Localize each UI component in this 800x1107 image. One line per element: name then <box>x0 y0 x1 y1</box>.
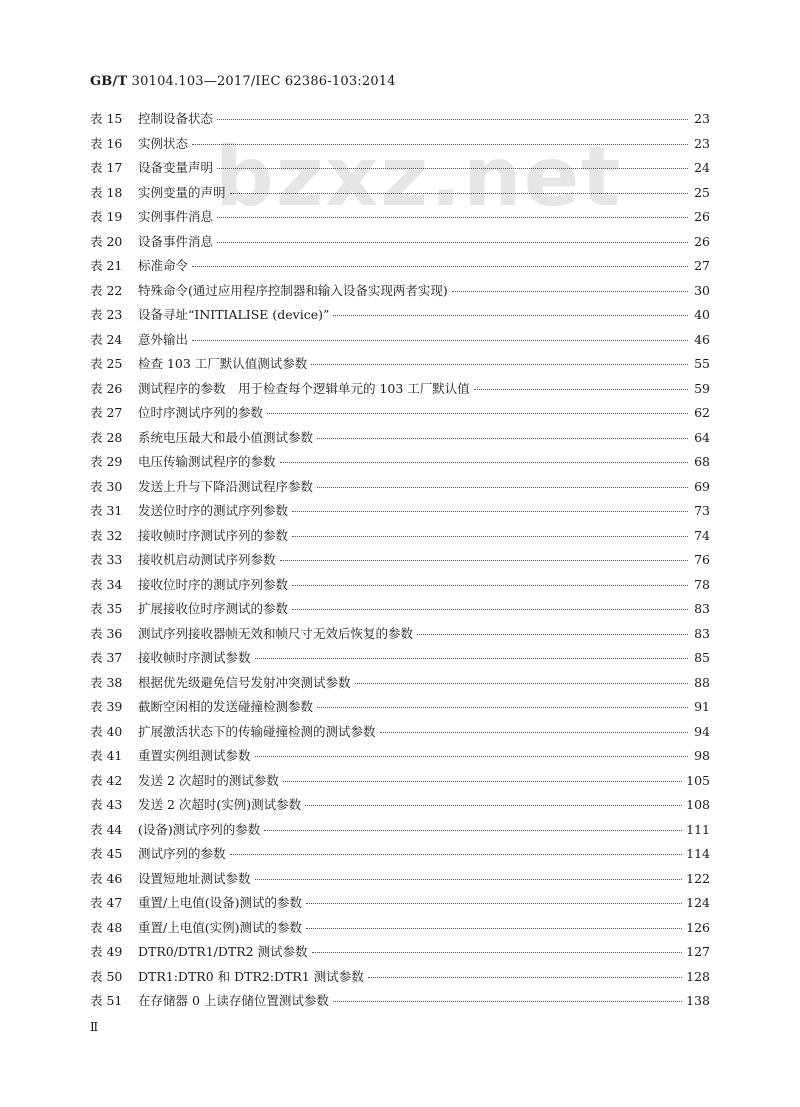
standard-code: GB/T <box>90 74 128 89</box>
toc-entry-number: 表 15 <box>90 111 123 126</box>
dot-leader <box>192 340 688 341</box>
toc-entry-title: 设备寻址“INITIALISE (device)” <box>138 307 330 322</box>
toc-entry-title: 意外输出 <box>138 331 189 347</box>
toc-entry-page: 59 <box>694 380 710 396</box>
toc-entry-number: 表 34 <box>90 576 123 592</box>
toc-entry[interactable] <box>90 134 710 159</box>
toc-entry-page: 88 <box>694 674 710 690</box>
toc-entry[interactable] <box>90 575 710 600</box>
toc-entry-number: 表 26 <box>90 380 123 396</box>
toc-entry[interactable] <box>90 354 710 379</box>
dot-leader <box>255 756 688 757</box>
toc-entry-page: 30 <box>694 282 710 298</box>
dot-leader <box>192 144 688 145</box>
toc-entry-number: 表 42 <box>90 772 123 788</box>
page-header <box>90 74 396 89</box>
toc-entry-number: 表 19 <box>90 209 123 224</box>
toc-entry-page: 114 <box>686 846 710 861</box>
toc-entry[interactable] <box>90 648 710 673</box>
toc-entry-number: 表 50 <box>90 968 123 984</box>
toc-entry[interactable] <box>90 624 710 649</box>
toc-entry-page: 98 <box>694 748 710 763</box>
toc-entry-number: 表 38 <box>90 674 123 690</box>
toc-entry-title: 实例事件消息 <box>138 209 214 224</box>
toc-entry-title: 测试序列接收器帧无效和帧尺寸无效后恢复的参数 <box>138 625 414 641</box>
toc-entry[interactable] <box>90 869 710 894</box>
toc-entry-page: 24 <box>694 160 710 175</box>
toc-entry-title: 扩展接收位时序测试的参数 <box>138 601 289 616</box>
toc-entry-title: 位时序测试序列的参数 <box>138 405 264 420</box>
toc-entry-page: 83 <box>694 625 710 641</box>
dot-leader <box>317 487 688 488</box>
toc-entry[interactable] <box>90 232 710 257</box>
dot-leader <box>230 854 683 855</box>
toc-entry-number: 表 16 <box>90 135 123 151</box>
toc-entry-title: 标准命令 <box>138 258 189 273</box>
toc-entry-page: 26 <box>694 233 710 249</box>
toc-entry-page: 91 <box>694 699 710 714</box>
dot-leader <box>264 830 682 831</box>
dot-leader <box>267 413 688 414</box>
toc-entry-title: 设备事件消息 <box>138 233 214 249</box>
toc-entry-page: 111 <box>686 821 710 837</box>
toc-entry-page: 25 <box>694 184 710 200</box>
toc-entry-number: 表 49 <box>90 944 123 959</box>
toc-entry-title: 系统电压最大和最小值测试参数 <box>138 429 314 445</box>
toc-entry-title: 实例变量的声明 <box>138 184 226 200</box>
toc-entry[interactable] <box>90 673 710 698</box>
dot-leader <box>312 952 683 953</box>
dot-leader <box>333 1001 682 1002</box>
toc-entry-number: 表 32 <box>90 527 123 543</box>
toc-entry-title: 接收帧时序测试序列的参数 <box>138 527 289 543</box>
toc-entry-title: 电压传输测试程序的参数 <box>138 454 276 469</box>
toc-entry-number: 表 24 <box>90 331 123 347</box>
dot-leader <box>280 462 688 463</box>
toc-entry[interactable] <box>90 893 710 918</box>
toc-entry-title: 在存储器 0 上读存储位置测试参数 <box>138 993 329 1008</box>
toc-entry-number: 表 30 <box>90 478 123 494</box>
toc-entry[interactable] <box>90 256 710 281</box>
toc-entry-number: 表 22 <box>90 282 123 298</box>
dot-leader <box>417 634 688 635</box>
toc-entry-page: 40 <box>694 307 710 322</box>
dot-leader <box>255 879 683 880</box>
toc-entry-number: 表 47 <box>90 895 123 910</box>
toc-entry[interactable] <box>90 330 710 355</box>
toc-entry-number: 表 44 <box>90 821 123 837</box>
toc-entry-number: 表 29 <box>90 454 123 469</box>
dot-leader <box>217 168 688 169</box>
toc-entry-page: 73 <box>694 503 710 518</box>
toc-entry-title: 实例状态 <box>138 135 189 151</box>
toc-entry-number: 表 25 <box>90 356 123 371</box>
toc-entry-number: 表 41 <box>90 748 123 763</box>
toc-entry-number: 表 31 <box>90 503 123 518</box>
toc-entry-page: 62 <box>694 405 710 420</box>
toc-entry[interactable] <box>90 918 710 943</box>
toc-entry-number: 表 17 <box>90 160 123 175</box>
toc-entry[interactable] <box>90 379 710 404</box>
dot-leader <box>292 536 688 537</box>
toc-entry-title: 重置/上电值(设备)测试的参数 <box>138 895 302 910</box>
toc-entry-title: 测试程序的参数 用于检查每个逻辑单元的 103 工厂默认值 <box>138 380 470 396</box>
dot-leader <box>317 707 688 708</box>
toc-entry-page: 74 <box>694 527 710 543</box>
toc-entry-title: 设备变量声明 <box>138 160 214 175</box>
toc-entry[interactable] <box>90 599 710 624</box>
toc-entry-number: 表 48 <box>90 919 123 935</box>
dot-leader <box>305 805 682 806</box>
toc-entry[interactable] <box>90 771 710 796</box>
toc-entry-title: 测试序列的参数 <box>138 846 226 861</box>
toc-entry-title: 设置短地址测试参数 <box>138 870 251 886</box>
toc-entry-page: 68 <box>694 454 710 469</box>
toc-entry-title: 发送上升与下降沿测试程序参数 <box>138 478 314 494</box>
dot-leader <box>368 977 682 978</box>
dot-leader <box>317 438 688 439</box>
toc-entry-title: 检查 103 工厂默认值测试参数 <box>138 356 308 371</box>
toc-entry-number: 表 20 <box>90 233 123 249</box>
toc-entry[interactable] <box>90 526 710 551</box>
toc-entry-number: 表 35 <box>90 601 123 616</box>
toc-entry-page: 64 <box>694 429 710 445</box>
toc-entry-number: 表 21 <box>90 258 123 273</box>
toc-entry-page: 78 <box>694 576 710 592</box>
standard-number: 30104.103—2017/IEC 62386-103:2014 <box>131 74 396 89</box>
dot-leader <box>217 217 688 218</box>
toc-entry[interactable] <box>90 967 710 992</box>
toc-entry-number: 表 39 <box>90 699 123 714</box>
toc-entry[interactable] <box>90 477 710 502</box>
toc-entry-page: 23 <box>694 135 710 151</box>
toc-entry-page: 108 <box>686 797 710 812</box>
toc-entry-page: 85 <box>694 650 710 665</box>
toc-entry-title: 截断空闲相的发送碰撞检测参数 <box>138 699 314 714</box>
toc-entry[interactable] <box>90 403 710 428</box>
toc-entry[interactable] <box>90 844 710 869</box>
toc-entry[interactable] <box>90 722 710 747</box>
toc-entry-page: 46 <box>694 331 710 347</box>
toc-entry-page: 27 <box>694 258 710 273</box>
dot-leader <box>306 928 682 929</box>
dot-leader <box>280 560 688 561</box>
toc-entry[interactable] <box>90 158 710 183</box>
toc-entry-page: 23 <box>694 111 710 126</box>
dot-leader <box>283 781 682 782</box>
toc-entry[interactable] <box>90 795 710 820</box>
toc-entry[interactable] <box>90 550 710 575</box>
toc-entry-page: 69 <box>694 478 710 494</box>
toc-entry[interactable] <box>90 820 710 845</box>
toc-entry[interactable] <box>90 428 710 453</box>
toc-entry-title: 扩展激活状态下的传输碰撞检测的测试参数 <box>138 723 376 739</box>
dot-leader <box>333 315 688 316</box>
toc-entry[interactable] <box>90 942 710 967</box>
toc-entry-title: 根据优先级避免信号发射冲突测试参数 <box>138 674 351 690</box>
toc-entry-title: 发送 2 次超时(实例)测试参数 <box>138 797 302 812</box>
dot-leader <box>452 291 688 292</box>
dot-leader <box>292 609 688 610</box>
toc-entry-page: 55 <box>694 356 710 371</box>
toc-entry-page: 122 <box>686 870 710 886</box>
dot-leader <box>306 903 682 904</box>
toc-entry-page: 94 <box>694 723 710 739</box>
toc-entry-page: 76 <box>694 552 710 567</box>
dot-leader <box>230 193 688 194</box>
toc-entry-number: 表 18 <box>90 184 123 200</box>
toc-entry-title: DTR0/DTR1/DTR2 测试参数 <box>138 944 308 959</box>
toc-entry-title: 发送位时序的测试序列参数 <box>138 503 289 518</box>
watermark: bzxz.net <box>215 130 623 225</box>
toc-entry-title: 特殊命令(通过应用程序控制器和输入设备实现两者实现) <box>138 282 448 298</box>
toc-entry-number: 表 27 <box>90 405 123 420</box>
toc-entry-title: 重置实例组测试参数 <box>138 748 251 763</box>
toc-entry-number: 表 40 <box>90 723 123 739</box>
toc-entry-page: 26 <box>694 209 710 224</box>
toc-entry-number: 表 43 <box>90 797 123 812</box>
dot-leader <box>355 683 688 684</box>
toc-entry[interactable] <box>90 207 710 232</box>
toc-entry-page: 138 <box>686 993 710 1008</box>
toc-entry-page: 126 <box>686 919 710 935</box>
toc-entry-page: 105 <box>686 772 710 788</box>
dot-leader <box>474 389 688 390</box>
toc-entry[interactable] <box>90 452 710 477</box>
toc-entry-number: 表 51 <box>90 993 123 1008</box>
toc-entry[interactable] <box>90 501 710 526</box>
toc-entry-number: 表 45 <box>90 846 123 861</box>
toc-entry-page: 83 <box>694 601 710 616</box>
dot-leader <box>217 242 688 243</box>
dot-leader <box>255 658 688 659</box>
toc-entry-page: 128 <box>686 968 710 984</box>
toc-entry-title: 发送 2 次超时的测试参数 <box>138 772 279 788</box>
toc-entry-number: 表 37 <box>90 650 123 665</box>
toc-entry[interactable] <box>90 746 710 771</box>
dot-leader <box>292 511 688 512</box>
toc-entry[interactable] <box>90 109 710 134</box>
toc-entry-title: 控制设备状态 <box>138 111 214 126</box>
toc-entry-title: 接收帧时序测试参数 <box>138 650 251 665</box>
dot-leader <box>217 119 688 120</box>
dot-leader <box>380 732 688 733</box>
toc-entry[interactable] <box>90 183 710 208</box>
toc-entry[interactable] <box>90 305 710 330</box>
dot-leader <box>192 266 688 267</box>
table-list <box>90 109 710 1016</box>
toc-entry-number: 表 33 <box>90 552 123 567</box>
toc-entry-number: 表 46 <box>90 870 123 886</box>
toc-entry-number: 表 23 <box>90 307 123 322</box>
toc-entry-title: DTR1:DTR0 和 DTR2:DTR1 测试参数 <box>138 968 364 984</box>
toc-entry-title: (设备)测试序列的参数 <box>138 821 261 837</box>
toc-entry-title: 重置/上电值(实例)测试的参数 <box>138 919 302 935</box>
toc-entry-title: 接收位时序的测试序列参数 <box>138 576 289 592</box>
dot-leader <box>311 364 688 365</box>
toc-entry-number: 表 36 <box>90 625 123 641</box>
dot-leader <box>292 585 688 586</box>
toc-entry-title: 接收机启动测试序列参数 <box>138 552 276 567</box>
toc-entry-page: 127 <box>686 944 710 959</box>
page-number: Ⅱ <box>90 1020 99 1034</box>
toc-entry-number: 表 28 <box>90 429 123 445</box>
toc-entry[interactable] <box>90 697 710 722</box>
toc-entry-page: 124 <box>686 895 710 910</box>
toc-entry[interactable] <box>90 991 710 1016</box>
toc-entry[interactable] <box>90 281 710 306</box>
